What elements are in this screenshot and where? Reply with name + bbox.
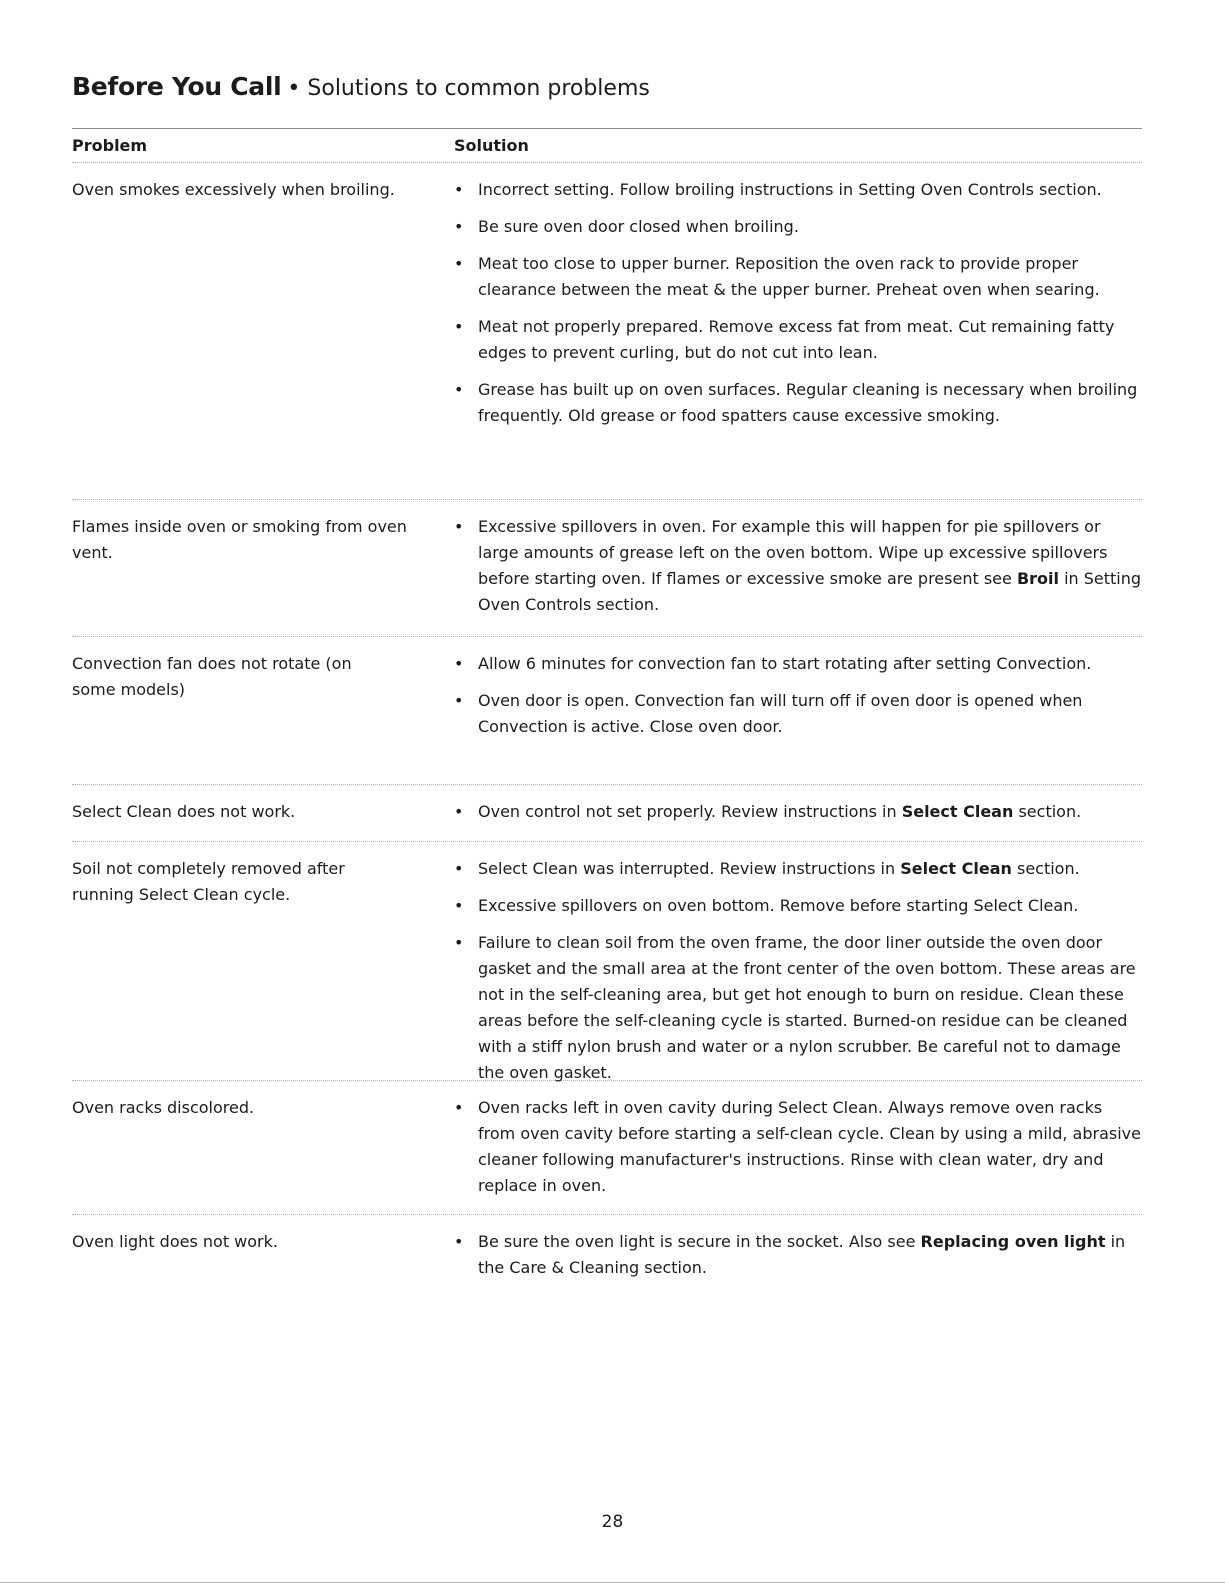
solution-item: • Meat not properly prepared. Remove excess fat from meat. Cut remaining fatty edges to prevent curling, but do not cut into lean. — [454, 314, 1142, 366]
table-row — [72, 163, 1142, 500]
solution-cell — [454, 651, 1142, 784]
table-row — [72, 637, 1142, 785]
solution-item: • Incorrect setting. Follow broiling instructions in Setting Oven Controls section. — [454, 177, 1142, 203]
title-separator: • — [287, 76, 301, 101]
problem-cell: Convection fan does not rotate (on some models) — [72, 654, 352, 699]
solution-cell — [454, 1229, 1142, 1295]
solution-item: • Excessive spillovers on oven bottom. Remove before starting Select Clean. — [454, 893, 1142, 919]
solution-item: • Allow 6 minutes for convection fan to start rotating after setting Convection. — [454, 651, 1142, 677]
bullet-icon: • — [454, 1098, 464, 1117]
solution-item: • Select Clean was interrupted. Review instructions in Select Clean section. — [454, 856, 1142, 882]
solution-cell — [454, 799, 1142, 841]
title-main: Before You Call — [72, 72, 282, 101]
problem-cell: Oven racks discolored. — [72, 1098, 255, 1117]
bullet-icon: • — [454, 217, 464, 236]
page-number: 28 — [601, 1512, 624, 1532]
bullet-icon: • — [454, 317, 464, 336]
problem-cell: Oven light does not work. — [72, 1232, 278, 1251]
solution-item: • Be sure the oven light is secure in the socket. Also see Replacing oven light in the Care & Cleaning section. — [454, 1229, 1142, 1281]
solution-item: • Grease has built up on oven surfaces. Regular cleaning is necessary when broiling frequently. Old grease or food spatters cause excessive smoking. — [454, 377, 1142, 429]
bullet-icon: • — [454, 180, 464, 199]
solution-list — [454, 651, 1142, 740]
solution-list — [454, 1095, 1142, 1199]
bullet-icon: • — [454, 517, 464, 536]
table-row — [72, 842, 1142, 1081]
bullet-icon: • — [454, 859, 464, 878]
solution-item: • Oven racks left in oven cavity during Select Clean. Always remove oven racks from oven cavity before starting a self-clean cycle. Clean by using a mild, abrasive cleaner following manufacturer's instructions. Rinse with clean water, dry and replace in oven. — [454, 1095, 1142, 1199]
solution-item: • Oven control not set properly. Review instructions in Select Clean section. — [454, 799, 1142, 825]
bottom-divider — [0, 1582, 1225, 1583]
bullet-icon: • — [454, 380, 464, 399]
bullet-icon: • — [454, 254, 464, 273]
solution-cell — [454, 177, 1142, 499]
solution-item: • Oven door is open. Convection fan will turn off if oven door is opened when Convection is active. Close oven door. — [454, 688, 1142, 740]
table-row — [72, 500, 1142, 637]
bullet-icon: • — [454, 691, 464, 710]
solution-list — [454, 799, 1142, 825]
title-subtitle: Solutions to common problems — [307, 76, 650, 101]
header-problem: Problem — [72, 136, 148, 155]
solution-cell — [454, 1095, 1142, 1214]
solution-cell — [454, 856, 1142, 1080]
solution-list — [454, 856, 1142, 1086]
problem-cell: Flames inside oven or smoking from oven vent. — [72, 517, 407, 562]
bullet-icon: • — [454, 1232, 464, 1251]
solution-list — [454, 514, 1142, 618]
header-solution: Solution — [454, 136, 529, 155]
table-row — [72, 785, 1142, 842]
bullet-icon: • — [454, 896, 464, 915]
problem-cell: Select Clean does not work. — [72, 802, 296, 821]
problem-cell: Oven smokes excessively when broiling. — [72, 180, 395, 199]
solution-list — [454, 1229, 1142, 1281]
table-row — [72, 1081, 1142, 1215]
solution-item: • Failure to clean soil from the oven frame, the door liner outside the oven door gasket and the small area at the front center of the oven bottom. These areas are not in the self-cleaning area, but get hot enough to burn on residue. Clean these areas before the self-cleaning cycle is started. Burned-on residue can be cleaned with a stiff nylon brush and water or a nylon scrubber. Be careful not to damage the oven gasket. — [454, 930, 1142, 1086]
solution-item: • Meat too close to upper burner. Reposition the oven rack to provide proper clearance between the meat & the upper burner. Preheat oven when searing. — [454, 251, 1142, 303]
page-title — [72, 72, 650, 101]
troubleshooting-table — [72, 128, 1142, 1295]
bullet-icon: • — [454, 654, 464, 673]
table-row — [72, 1215, 1142, 1295]
problem-cell: Soil not completely removed after running Select Clean cycle. — [72, 859, 345, 904]
solution-cell — [454, 514, 1142, 636]
solution-item: • Be sure oven door closed when broiling. — [454, 214, 1142, 240]
bullet-icon: • — [454, 933, 464, 952]
table-header — [72, 129, 1142, 163]
solution-list — [454, 177, 1142, 429]
bullet-icon: • — [454, 802, 464, 821]
solution-item: • Excessive spillovers in oven. For example this will happen for pie spillovers or large amounts of grease left on the oven bottom. Wipe up excessive spillovers before starting oven. If flames or excessive smoke are present see Broil in Setting Oven Controls section. — [454, 514, 1142, 618]
